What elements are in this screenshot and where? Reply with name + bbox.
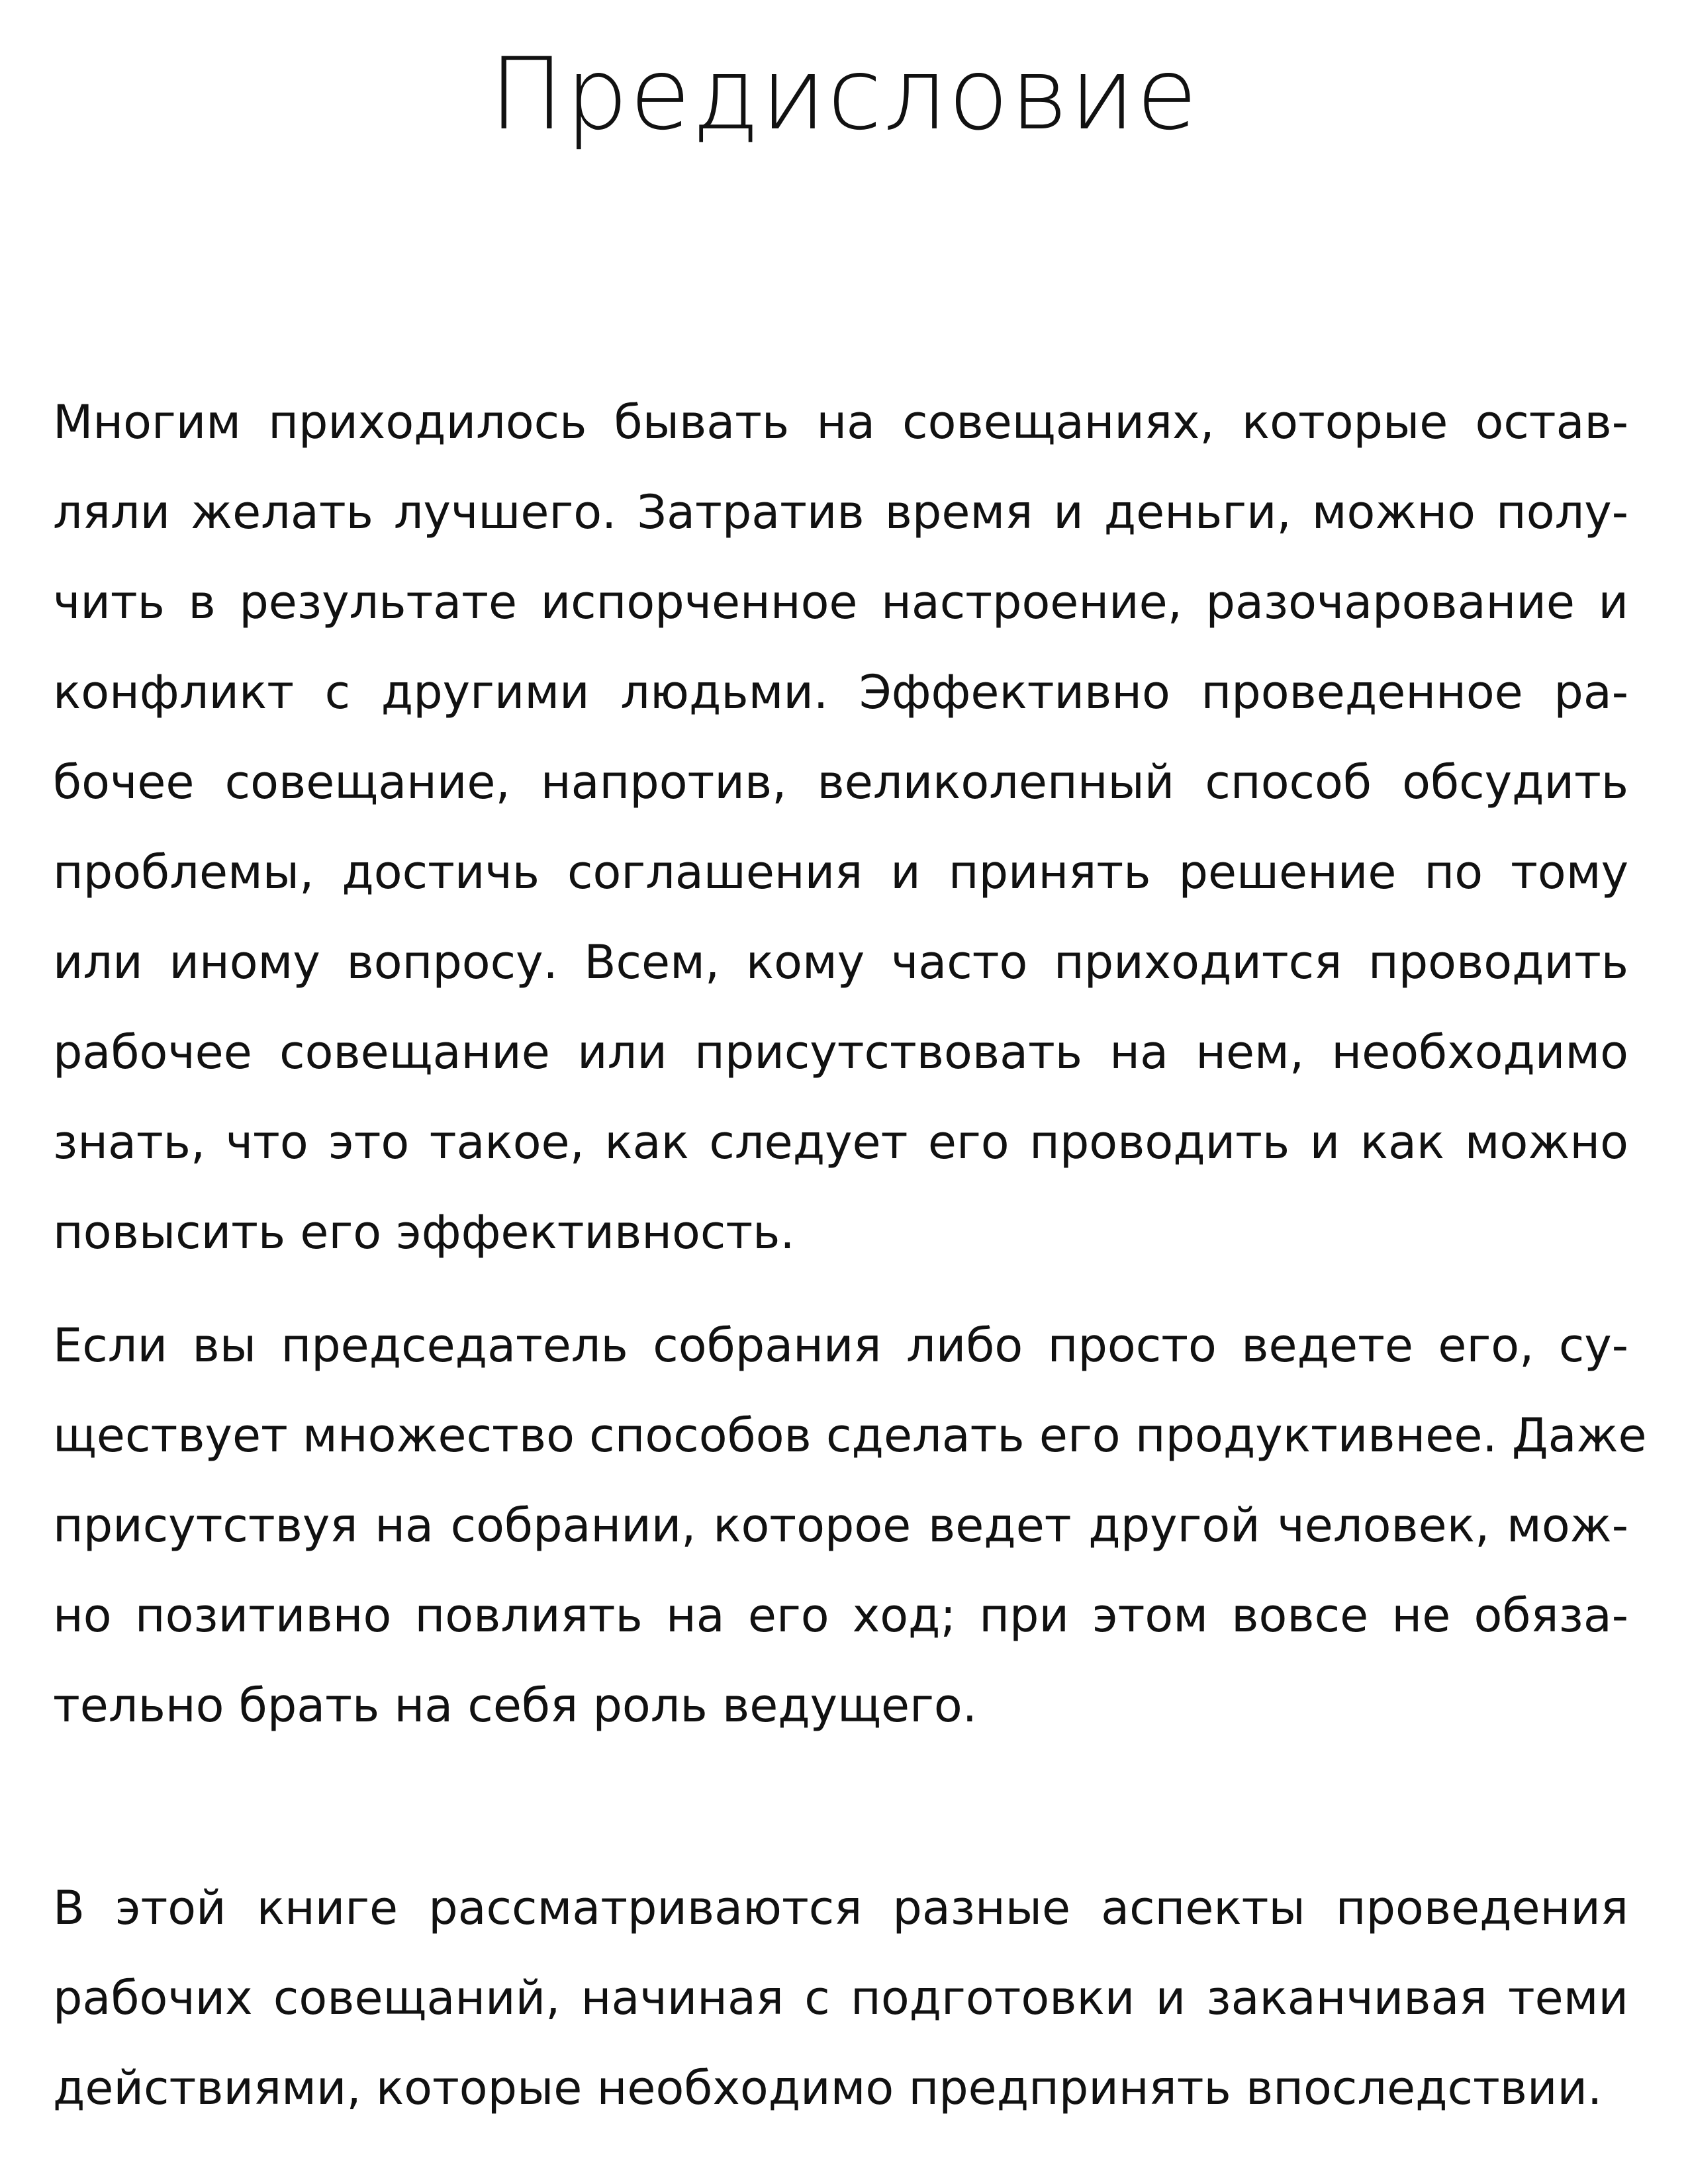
text-line: рабочих совещаний, начиная с подготовки и заканчивая теми bbox=[53, 1971, 1628, 2025]
text-line: рабочее совещание или присутствовать на нем, необходимо bbox=[53, 1025, 1628, 1079]
text-line: конфликт с другими людьми. Эффективно проведенное ра- bbox=[53, 665, 1628, 719]
text-line: тельно брать на себя роль ведущего. bbox=[53, 1678, 977, 1733]
page-title: Предисловие bbox=[489, 37, 1199, 152]
text-line: бочее совещание, напротив, великолепный способ обсудить bbox=[53, 755, 1628, 809]
paragraph-1 bbox=[53, 377, 1628, 1277]
text-line: В этой книге рассматриваются разные аспекты проведения bbox=[53, 1881, 1628, 1935]
text-line: ляли желать лучшего. Затратив время и деньги, можно полу- bbox=[53, 485, 1628, 539]
paragraph-2 bbox=[53, 1300, 1647, 1751]
text-line: но позитивно повлиять на его ход; при этом вовсе не обяза- bbox=[53, 1588, 1628, 1643]
text-line: Если вы председатель собрания либо просто ведете его, су- bbox=[53, 1318, 1628, 1373]
text-line: действиями, которые необходимо предпринять впоследствии. bbox=[53, 2061, 1603, 2115]
paragraph-3 bbox=[53, 1863, 1628, 2133]
text-line: знать, что это такое, как следует его проводить и как можно bbox=[53, 1115, 1628, 1169]
text-line: проблемы, достичь соглашения и принять решение по тому bbox=[53, 845, 1628, 899]
text-line: Многим приходилось бывать на совещаниях, которые остав- bbox=[53, 395, 1628, 449]
text-line: или иному вопросу. Всем, кому часто приходится проводить bbox=[53, 935, 1628, 989]
text-line: повысить его эффективность. bbox=[53, 1205, 795, 1259]
text-line: ществует множество способов сделать его продуктивнее. Даже bbox=[53, 1408, 1647, 1463]
text-line: чить в результате испорченное настроение, разочарование и bbox=[53, 575, 1628, 629]
text-line: присутствуя на собрании, которое ведет другой человек, мож- bbox=[53, 1498, 1628, 1553]
